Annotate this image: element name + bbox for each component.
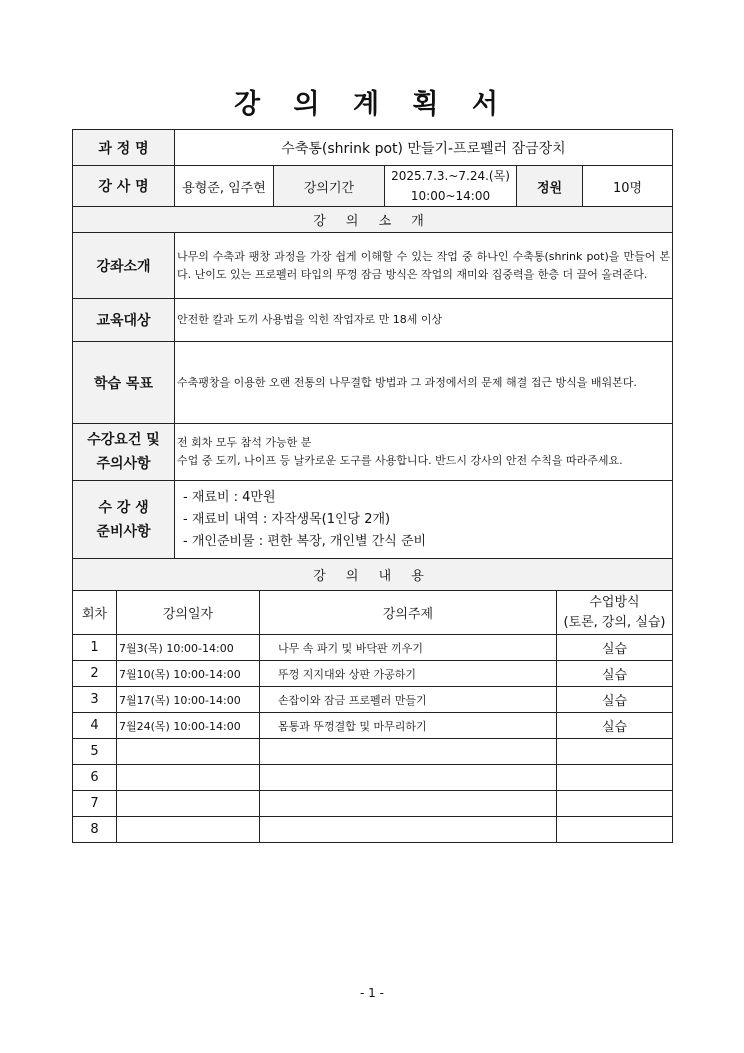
session-topic xyxy=(260,791,557,817)
requirements-label-line2: 주의사항 xyxy=(96,456,151,472)
intro-header: 강 의 소 개 xyxy=(73,207,673,233)
col-method-title: 수업방식 xyxy=(589,594,640,610)
period-time: 10:00~14:00 xyxy=(410,189,491,203)
col-topic-header: 강의주제 xyxy=(260,591,557,635)
session-date xyxy=(117,791,260,817)
session-date: 7월3(목) 10:00-14:00 xyxy=(117,635,260,661)
table-row xyxy=(73,661,673,687)
session-date: 7월24(목) 10:00-14:00 xyxy=(117,713,260,739)
preparation-item: - 재료비 내역 : 자작생목(1인당 2개) xyxy=(183,511,391,527)
col-date-header: 강의일자 xyxy=(117,591,260,635)
session-number: 5 xyxy=(73,739,117,765)
table-row xyxy=(73,765,673,791)
session-date xyxy=(117,739,260,765)
course-label: 과 정 명 xyxy=(73,130,175,166)
requirements-text xyxy=(175,424,673,481)
preparation-item: - 개인준비물 : 편한 복장, 개인별 간식 준비 xyxy=(183,533,427,549)
preparation-label-line1: 수 강 생 xyxy=(98,499,149,516)
requirements-line: 수업 중 도끼, 나이프 등 날카로운 도구를 사용합니다. 반드시 강사의 안전 수칙을 따라주세요. xyxy=(177,454,623,467)
session-topic: 나무 속 파기 및 바닥판 끼우기 xyxy=(260,635,557,661)
col-method-header xyxy=(557,591,673,635)
table-row xyxy=(73,713,673,739)
table-row xyxy=(73,817,673,843)
session-method xyxy=(557,739,673,765)
session-topic: 몸통과 뚜껑결합 및 마무리하기 xyxy=(260,713,557,739)
target-text: 안전한 칼과 도끼 사용법을 익힌 작업자로 만 18세 이상 xyxy=(175,299,673,342)
col-method-subtitle: (토론, 강의, 실습) xyxy=(563,614,666,630)
requirements-label xyxy=(73,424,175,481)
session-number: 8 xyxy=(73,817,117,843)
document-title: 강 의 계 획 서 xyxy=(233,89,510,120)
preparation-list xyxy=(175,481,673,559)
instructor-value: 용형준, 임주현 xyxy=(175,166,274,207)
table-row xyxy=(73,635,673,661)
session-number: 1 xyxy=(73,635,117,661)
period-value xyxy=(385,166,517,207)
session-number: 7 xyxy=(73,791,117,817)
requirements-label-line1: 수강요건 및 xyxy=(87,432,160,448)
course-intro-text: 나무의 수축과 팽창 과정을 가장 쉽게 이해할 수 있는 작업 중 하나인 수축통(shrink pot)을 만들어 본다. 난이도 있는 프로펠러 타입의 뚜껑 잠금 방식은 작업의 재미와 집중력을 한층 더 끌어 올려준다. xyxy=(175,233,673,299)
instructor-label: 강 사 명 xyxy=(73,166,175,207)
session-method xyxy=(557,765,673,791)
course-intro-label: 강좌소개 xyxy=(73,233,175,299)
capacity-label: 정원 xyxy=(517,166,583,207)
info-table xyxy=(72,129,673,591)
table-row xyxy=(73,687,673,713)
session-topic xyxy=(260,817,557,843)
capacity-value: 10명 xyxy=(583,166,673,207)
session-method: 실습 xyxy=(557,687,673,713)
goal-text: 수축팽창을 이용한 오랜 전통의 나무결합 방법과 그 과정에서의 문제 해결 접근 방식을 배워본다. xyxy=(175,342,673,424)
schedule-table xyxy=(72,590,673,843)
course-value: 수축통(shrink pot) 만들기-프로펠러 잠금장치 xyxy=(175,130,673,166)
session-number: 6 xyxy=(73,765,117,791)
session-number: 2 xyxy=(73,661,117,687)
session-method: 실습 xyxy=(557,661,673,687)
table-row xyxy=(73,739,673,765)
session-method xyxy=(557,817,673,843)
session-method xyxy=(557,791,673,817)
period-label: 강의기간 xyxy=(274,166,385,207)
session-method: 실습 xyxy=(557,713,673,739)
session-topic: 뚜껑 지지대와 상판 가공하기 xyxy=(260,661,557,687)
session-date: 7월17(목) 10:00-14:00 xyxy=(117,687,260,713)
preparation-label-line2: 준비사항 xyxy=(96,523,151,540)
session-number: 4 xyxy=(73,713,117,739)
session-topic xyxy=(260,739,557,765)
session-number: 3 xyxy=(73,687,117,713)
session-topic: 손잡이와 잠금 프로펠러 만들기 xyxy=(260,687,557,713)
col-no-header: 회차 xyxy=(73,591,117,635)
session-method: 실습 xyxy=(557,635,673,661)
schedule-header: 강 의 내 용 xyxy=(73,559,673,591)
requirements-line: 전 회차 모두 참석 가능한 분 xyxy=(177,436,312,449)
session-date: 7월10(목) 10:00-14:00 xyxy=(117,661,260,687)
period-date: 2025.7.3.~7.24.(목) xyxy=(391,169,510,183)
table-row xyxy=(73,791,673,817)
session-date xyxy=(117,817,260,843)
goal-label: 학습 목표 xyxy=(73,342,175,424)
page-number: - 1 - xyxy=(360,986,384,1000)
session-topic xyxy=(260,765,557,791)
target-label: 교육대상 xyxy=(73,299,175,342)
session-date xyxy=(117,765,260,791)
preparation-label xyxy=(73,481,175,559)
preparation-item: - 재료비 : 4만원 xyxy=(183,489,276,505)
